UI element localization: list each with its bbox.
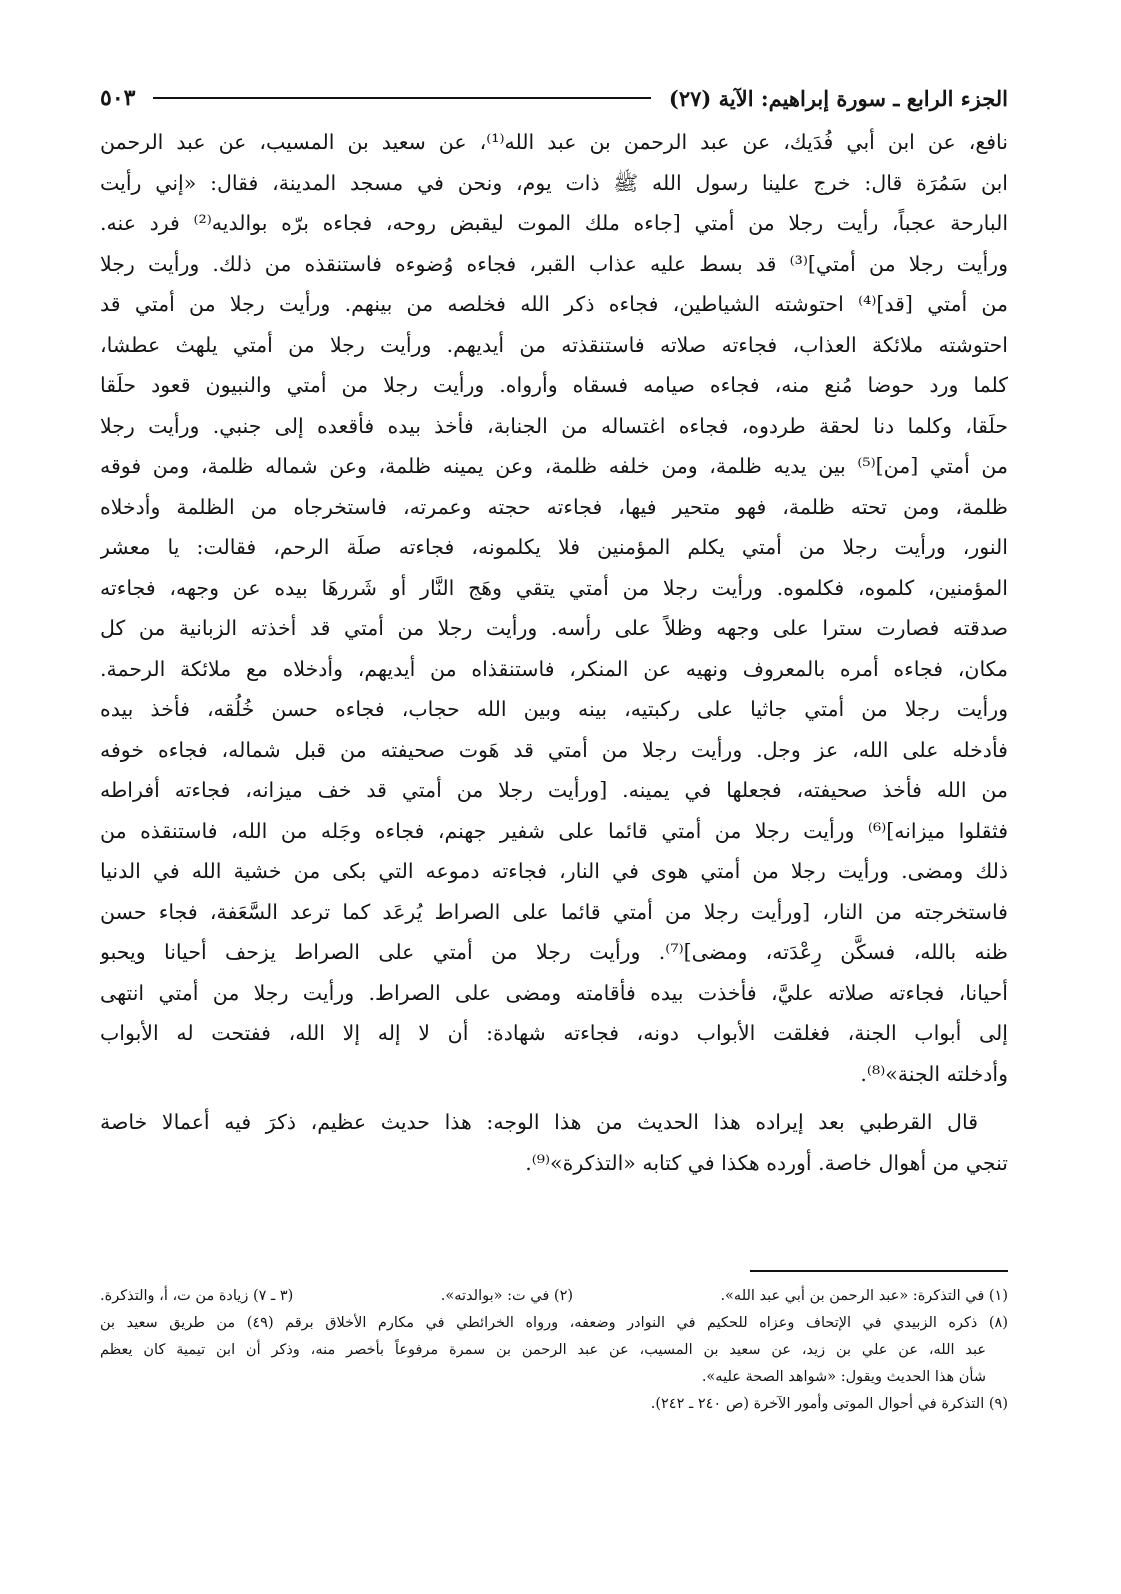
text-line: فاستخرجته من النار، [ورأيت رجلا من أمتي قائما على الصراط يُرعَد كما ترعد السَّعَفة، فجاء حسن — [100, 899, 1008, 924]
text-line: فأدخله على الله، عز وجل. ورأيت رجلا من أمتي قد هَوت صحيفته من قبل شماله، فجاءه خوفه — [100, 737, 1008, 762]
text-line: مكان، فجاءه أمره بالمعروف ونهيه عن المنكر، فاستنقذاه من أيديهم، وأدخلاه مع ملائكة الرحمة. — [100, 656, 1008, 681]
text-line: نافع، عن ابن أبي فُدَيك، عن عبد الرحمن بن عبد الله⁽¹⁾، عن سعيد بن المسيب، عن عبد الرحمن — [100, 130, 1008, 154]
main-text — [100, 122, 1008, 1183]
footnote-2: (٢) في ت: «بوالدته». — [440, 1288, 574, 1304]
text-line: ورأيت رجلا من أمتي]⁽³⁾ قد بسط عليه عذاب القبر، فجاءه وُضوءه فاستنقذه من ذلك. ورأيت رجلا — [100, 251, 1008, 276]
running-header — [100, 78, 1008, 118]
footnote-separator — [750, 1270, 1008, 1272]
text-line: من الله فأخذ صحيفته، فجعلها في يمينه. [ورأيت رجلا من أمتي قد خف ميزانه، فجاءته أفراطه — [100, 778, 1008, 802]
footnote-9: (٩) التذكرة في أحوال الموتى وأمور الآخرة (ص ٢٤٠ ـ ٢٤٢). — [650, 1396, 1008, 1412]
text-line: النور، ورأيت رجلا من أمتي يكلم المؤمنين فلا يكلمونه، فجاءته صلَة الرحم، فقالت: يا معشر — [100, 535, 1008, 559]
text-line: ظلمة، ومن تحته ظلمة، فهو متحير فيها، فجاءته حجته وعمرته، فاستخرجاه من الظلمة وأدخلاه — [100, 494, 1008, 519]
text-line: ظنه بالله، فسكَّن رِعْدَته، ومضى]⁽⁷⁾. ورأيت رجلا من أمتي على الصراط يزحف أحيانا ويحبو — [100, 940, 1008, 964]
paragraph-commentary — [100, 1102, 1008, 1183]
text-line: ذلك ومضى. ورأيت رجلا من أمتي هوى في النار، فجاءته دموعه التي بكى من خشية الله في الدنيا — [100, 859, 1008, 883]
header-title: الجزء الرابع ـ سورة إبراهيم: الآية (٢٧) — [668, 85, 1008, 111]
text-line: وأدخلته الجنة»⁽⁸⁾. — [860, 1061, 1008, 1086]
text-line: صدقته فصارت سترا على وجهه وظلاً على رأسه. ورأيت رجلا من أمتي قد أخذته الزبانية من كل — [100, 616, 1008, 640]
text-line: أحيانا، فجاءته صلاته عليَّ، فأخذت بيده فأقامته ومضى على الصراط. ورأيت رجلا من أمتي انتهى — [100, 980, 1008, 1005]
footnote-row-1 — [100, 1283, 1008, 1310]
footnote-8-line-1: (٨) ذكره الزبيدي في الإتحاف وعزاه للحكيم في النوادر وضعفه، ورواه الخرائطي في مكارم الأخلاق برقم (٤٩) من طريق سعيد بن — [100, 1315, 1008, 1331]
text-line: حلَقا، وكلما دنا لحقة طردوه، فجاءه اغتساله من الجنابة، فأخذ بيده فأقعده إلى جنبي. ورأيت رجلا — [100, 413, 1008, 438]
footnotes — [100, 1283, 1008, 1418]
footnote-3-7: (٣ ـ ٧) زيادة من ت، أ، والتذكرة. — [100, 1288, 294, 1304]
paragraph-hadith — [100, 122, 1008, 1094]
text-line: البارحة عجباً، رأيت رجلا من أمتي [جاءه ملك الموت ليقبض روحه، فجاءه برّه بوالديه⁽²⁾ فرد عنه. — [100, 211, 1008, 235]
text-line: تنجي من أهوال خاصة. أورده هكذا في كتابه «التذكرة»⁽⁹⁾. — [525, 1150, 1008, 1175]
text-line: المؤمنين، كلموه، فكلموه. ورأيت رجلا من أمتي يتقي وهَج النَّار أو شَررهَا بيده عن وجهه، فجاءته — [100, 575, 1008, 600]
header-rule — [153, 97, 650, 99]
text-line: احتوشته ملائكة العذاب، فجاءته صلاته فاستنقذته من أيديهم. ورأيت رجلا من أمتي يلهث عطشا، — [100, 332, 1008, 357]
page-number: ٥٠٣ — [100, 85, 136, 111]
text-line: من أمتي [من]⁽⁵⁾ بين يديه ظلمة، ومن خلفه ظلمة، وعن يمينه ظلمة، وعن شماله ظلمة، ومن فوقه — [100, 454, 1008, 478]
paragraph-gap — [100, 1094, 1008, 1102]
footnote-8-line-3: شأن هذا الحديث ويقول: «شواهد الصحة عليه». — [701, 1369, 986, 1385]
text-line: فثقلوا ميزانه]⁽⁶⁾ ورأيت رجلا من أمتي قائما على شفير جهنم، فجاءه وجَله من الله، فاستنقذه من — [100, 818, 1008, 843]
text-line: من أمتي [قد]⁽⁴⁾ احتوشته الشياطين، فجاءه ذكر الله فخلصه من بينهم. ورأيت رجلا من أمتي قد — [100, 292, 1008, 316]
footnote-1: (١) في التذكرة: «عبد الرحمن بن أبي عبد الله». — [720, 1288, 1008, 1304]
footnote-8-line-2: عبد الله، عن علي بن زيد، عن سعيد بن المسيب، عن عبد الرحمن بن سمرة مرفوعاً بأخصر منه، وذكر أن ابن تيمية كان يعظم — [100, 1342, 986, 1358]
text-line: ورأيت رجلا من أمتي جاثيا على ركبتيه، بينه وبين الله حجاب، فجاءه حسن خُلُقه، فأخذ بيده — [100, 697, 1008, 721]
text-line: كلما ورد حوضا مُنع منه، فجاءه صيامه فسقاه وأرواه. ورأيت رجلا من أمتي والنبيون قعود حلَقا — [100, 373, 1008, 397]
text-line: قال القرطبي بعد إيراده هذا الحديث من هذا الوجه: هذا حديث عظيم، ذكرَ فيه أعمالا خاصة — [100, 1110, 978, 1134]
text-line: ابن سَمُرَة قال: خرج علينا رسول الله ﷺ ذات يوم، ونحن في مسجد المدينة، فقال: «إني رأيت — [100, 170, 1008, 195]
text-line: إلى أبواب الجنة، فغلقت الأبواب دونه، فجاءته شهادة: أن لا إله إلا الله، ففتحت له الأبواب — [100, 1021, 1008, 1045]
